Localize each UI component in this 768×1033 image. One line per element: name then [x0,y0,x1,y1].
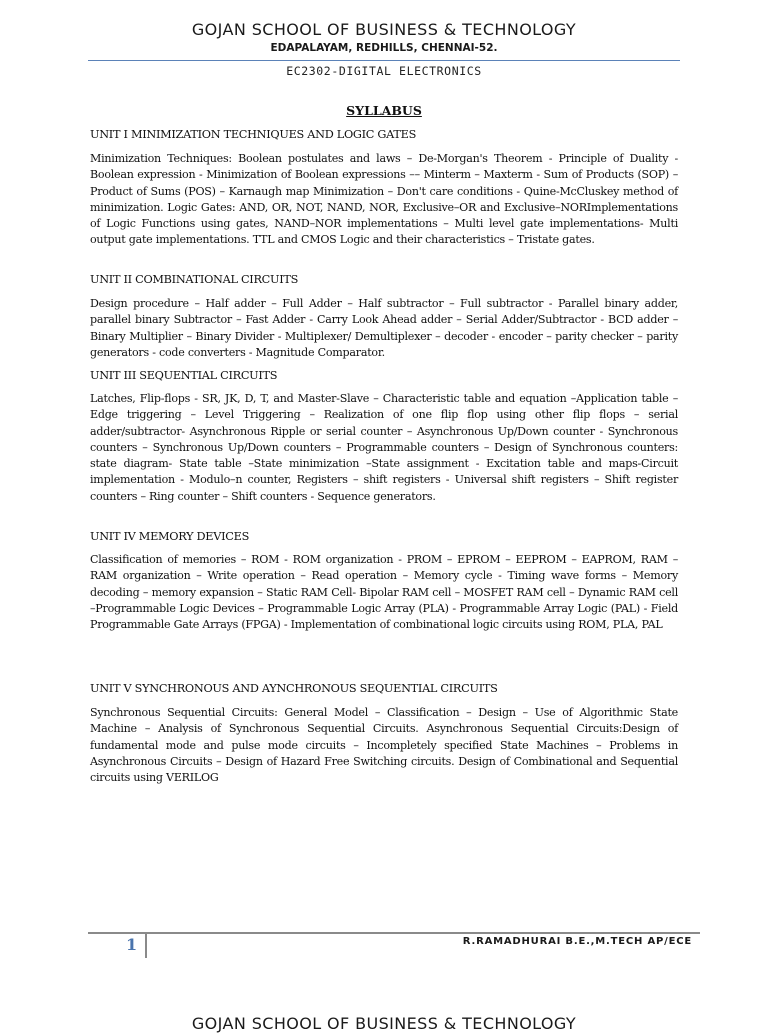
next-page-school-name: GOJAN SCHOOL OF BUSINESS & TECHNOLOGY [191,1014,577,1033]
course-code: EC2302-DIGITAL ELECTRONICS [286,64,482,78]
unit-5-title: UNIT V SYNCHRONOUS AND AYNCHRONOUS SEQUENTIAL CIRCUITS [90,682,498,695]
unit-3-title: UNIT III SEQUENTIAL CIRCUITS [90,369,278,382]
unit-4-body: Classification of memories – ROM - ROM organization - PROM – EPROM – EEPROM – EAPROM, RAM – RAM organization – Write operation – Read operation – Memory cycle - Timing wave forms – Memory decoding – memory expansion – Static RAM Cell- Bipolar RAM cell – MOSFET RAM cell – Dynamic RAM cell –Programmable Logic Devices – Programmable Logic Array (PLA) - Programmable Array Logic (PAL) - Field Programmable Gate Arrays (FPGA) - Implementation of combinational logic circuits using ROM, PLA, PAL [90,553,678,632]
unit-2-body: Design procedure – Half adder – Full Adder – Half subtractor – Full subtractor - Parallel binary adder, parallel binary Subtractor – Fast Adder - Carry Look Ahead adder – Serial Adder/Subtractor - BCD adder – Binary Multiplier – Binary Divider - Multiplexer/ Demultiplexer – decoder - encoder – parity checker – parity generators - code converters - Magnitude Comparator. [90,297,678,359]
unit-1-body: Minimization Techniques: Boolean postulates and laws – De-Morgan's Theorem - Principle of Duality - Boolean expression - Minimization of Boolean expressions –– Minterm – Maxterm - Sum of Products (SOP) – Product of Sums (POS) – Karnaugh map Minimization – Don't care conditions - Quine-McCluskey method of minimization. Logic Gates: AND, OR, NOT, NAND, NOR, Exclusive–OR and Exclusive–NORImplementations of Logic Functions using gates, NAND–NOR implementations – Multi level gate implementations- Multi output gate implementations. TTL and CMOS Logic and their characteristics – Tristate gates. [90,152,678,247]
header-divider [88,60,680,61]
unit-5-body: Synchronous Sequential Circuits: General Model – Classification – Design – Use of Algorithmic State Machine – Analysis of Synchronous Sequential Circuits. Asynchronous Sequential Circuits:Design of fundamental mode and pulse mode circuits – Incompletely specified State Machines – Problems in Asynchronous Circuits – Design of Hazard Free Switching circuits. Design of Combinational and Sequential circuits using VERILOG [90,706,678,785]
school-name: GOJAN SCHOOL OF BUSINESS & TECHNOLOGY [191,20,577,39]
page-number-bar [145,934,147,958]
unit-1-title: UNIT I MINIMIZATION TECHNIQUES AND LOGIC GATES [90,128,417,141]
footer-divider [88,932,700,934]
syllabus-heading: SYLLABUS [346,103,422,118]
page-number: 1 [126,935,138,954]
unit-3-body: Latches, Flip-flops - SR, JK, D, T, and Master-Slave – Characteristic table and equation –Application table – Edge triggering – Level Triggering – Realization of one flip flop using other flip flops – serial adder/subtractor- Asynchronous Ripple or serial counter – Asynchronous Up/Down counter - Synchronous counters – Synchronous Up/Down counters – Programmable counters – Design of Synchronous counters: state diagram- State table –State minimization –State assignment - Excitation table and maps-Circuit implementation - Modulo–n counter, Registers – shift registers - Universal shift registers – Shift register counters – Ring counter – Shift counters - Sequence generators. [90,392,678,503]
author-credit: R.RAMADHURAI B.E.,M.TECH AP/ECE [462,936,692,947]
school-address: EDAPALAYAM, REDHILLS, CHENNAI-52. [270,42,498,54]
unit-4-title: UNIT IV MEMORY DEVICES [90,530,250,543]
unit-2-title: UNIT II COMBINATIONAL CIRCUITS [90,273,299,286]
